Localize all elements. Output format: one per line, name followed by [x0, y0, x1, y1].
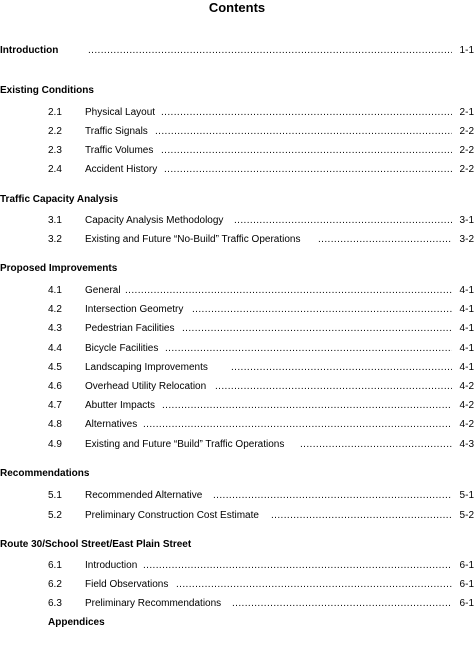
- toc-entry-label: Traffic Volumes: [85, 145, 154, 156]
- toc-entry-label: General: [85, 285, 121, 296]
- toc-entry-number: 6.3: [48, 598, 62, 609]
- toc-entry-number: 4.3: [48, 323, 62, 334]
- toc-leader-dots: [161, 144, 452, 158]
- toc-entry[interactable]: [0, 106, 474, 120]
- page-title: Contents: [208, 0, 266, 15]
- toc-entry-label: Overhead Utility Relocation: [85, 381, 207, 392]
- toc-entry-number: 4.4: [48, 343, 62, 354]
- toc-section-heading: [0, 262, 474, 276]
- toc-leader-dots: [176, 578, 452, 592]
- toc-entry-label: Bicycle Facilities: [85, 343, 159, 354]
- toc-entry[interactable]: [0, 578, 474, 592]
- toc-entry[interactable]: [0, 559, 474, 573]
- toc-page-number: 4-1: [459, 362, 474, 373]
- appendices-label: Appendices: [48, 617, 105, 628]
- toc-leader-dots: [231, 361, 452, 375]
- toc-section-heading: [0, 84, 474, 98]
- toc-section-heading: [0, 538, 474, 552]
- toc-entry-number: 4.8: [48, 419, 62, 430]
- toc-leader-dots: [271, 509, 452, 523]
- toc-leader-dots: [234, 214, 452, 228]
- section-heading-text: Proposed Improvements: [0, 263, 118, 274]
- section-heading-text: Existing Conditions: [0, 85, 94, 96]
- toc-entry[interactable]: [0, 284, 474, 298]
- toc-leader-dots: [155, 125, 452, 139]
- toc-leader-dots: [182, 322, 452, 336]
- toc-entry-number: 6.2: [48, 579, 62, 590]
- toc-entry[interactable]: [0, 489, 474, 503]
- toc-page-number: 5-2: [459, 510, 474, 521]
- toc-entry-number: 5.1: [48, 490, 62, 501]
- toc-entry-number: 2.4: [48, 164, 62, 175]
- toc-leader-dots: [192, 303, 452, 317]
- toc-entry-number: 3.2: [48, 234, 62, 245]
- toc-entry-number: 4.2: [48, 304, 62, 315]
- toc-entry[interactable]: [0, 303, 474, 317]
- toc-leader-dots: [143, 418, 452, 432]
- toc-page-number: 6-1: [459, 579, 474, 590]
- toc-entry-number: 4.6: [48, 381, 62, 392]
- section-heading-text: Traffic Capacity Analysis: [0, 194, 119, 205]
- toc-page-number: 2-2: [459, 126, 474, 137]
- toc-leader-dots: [300, 438, 452, 452]
- toc-entry-label: Physical Layout: [85, 107, 156, 118]
- toc-entry[interactable]: [0, 214, 474, 228]
- toc-entry-number: 3.1: [48, 215, 62, 226]
- toc-entry-label: Recommended Alternative: [85, 490, 203, 501]
- toc-entry[interactable]: [0, 380, 474, 394]
- toc-page-number: 4-3: [459, 439, 474, 450]
- toc-leader-dots: [162, 399, 452, 413]
- toc-page-number: 4-1: [459, 285, 474, 296]
- toc-entry-label: Landscaping Improvements: [85, 362, 208, 373]
- toc-entry-number: 2.2: [48, 126, 62, 137]
- toc-entry-label: Abutter Impacts: [85, 400, 156, 411]
- toc-entry-number: 6.1: [48, 560, 62, 571]
- toc-entry-label: Introduction: [0, 45, 59, 56]
- toc-entry-number: 2.1: [48, 107, 62, 118]
- toc-entry-appendices[interactable]: [0, 616, 474, 630]
- toc-entry[interactable]: [0, 342, 474, 356]
- toc-entry-label: Alternatives: [85, 419, 138, 430]
- toc-page-number: 6-1: [459, 560, 474, 571]
- toc-leader-dots: [143, 559, 452, 573]
- toc-entry[interactable]: [0, 597, 474, 611]
- toc-entry-number: 4.5: [48, 362, 62, 373]
- toc-leader-dots: [88, 44, 452, 58]
- toc-page-number: 1-1: [459, 45, 474, 56]
- toc-leader-dots: [125, 284, 452, 298]
- toc-leader-dots: [318, 233, 452, 247]
- toc-entry-label: Preliminary Recommendations: [85, 598, 222, 609]
- toc-entry-label: Existing and Future “No-Build” Traffic Operations: [85, 234, 301, 245]
- toc-entry-number: 4.9: [48, 439, 62, 450]
- toc-page-number: 4-2: [459, 400, 474, 411]
- toc-entry-number: 4.1: [48, 285, 62, 296]
- toc-entry-label: Traffic Signals: [85, 126, 148, 137]
- toc-entry-label: Intersection Geometry: [85, 304, 184, 315]
- toc-entry-number: 5.2: [48, 510, 62, 521]
- toc-page-number: 3-1: [459, 215, 474, 226]
- toc-leader-dots: [164, 163, 452, 177]
- toc-entry-label: Existing and Future “Build” Traffic Operations: [85, 439, 285, 450]
- toc-page-number: 2-2: [459, 145, 474, 156]
- section-heading-text: Recommendations: [0, 468, 90, 479]
- toc-page-number: 4-1: [459, 323, 474, 334]
- toc-page-number: 4-2: [459, 381, 474, 392]
- section-heading-text: Route 30/School Street/East Plain Street: [0, 539, 192, 550]
- toc-leader-dots: [161, 106, 452, 120]
- toc-entry[interactable]: [0, 322, 474, 336]
- toc-entry-label: Pedestrian Facilities: [85, 323, 175, 334]
- toc-page-number: 4-1: [459, 343, 474, 354]
- toc-entry-label: Accident History: [85, 164, 158, 175]
- toc-entry-label: Introduction: [85, 560, 138, 571]
- toc-leader-dots: [215, 380, 452, 394]
- toc-page-number: 5-1: [459, 490, 474, 501]
- toc-page-number: 4-2: [459, 419, 474, 430]
- toc-entry[interactable]: [0, 233, 474, 247]
- toc-page-number: 3-2: [459, 234, 474, 245]
- toc-page-number: 4-1: [459, 304, 474, 315]
- toc-leader-dots: [232, 597, 452, 611]
- toc-page-number: 2-2: [459, 164, 474, 175]
- toc-section-heading: [0, 193, 474, 207]
- toc-entry-label: Capacity Analysis Methodology: [85, 215, 224, 226]
- toc-entry[interactable]: [0, 399, 474, 413]
- toc-entry-label: Preliminary Construction Cost Estimate: [85, 510, 259, 521]
- toc-entry[interactable]: [0, 438, 474, 452]
- toc-leader-dots: [213, 489, 452, 503]
- toc-entry[interactable]: [0, 163, 474, 177]
- toc-entry[interactable]: [0, 418, 474, 432]
- toc-entry-number: 4.7: [48, 400, 62, 411]
- toc-entry[interactable]: [0, 509, 474, 523]
- toc-entry[interactable]: [0, 144, 474, 158]
- toc-entry-number: 2.3: [48, 145, 62, 156]
- toc-page-number: 2-1: [459, 107, 474, 118]
- toc-entry[interactable]: [0, 125, 474, 139]
- toc-entry-label: Field Observations: [85, 579, 169, 590]
- toc-section-heading: [0, 467, 474, 481]
- toc-entry-introduction[interactable]: [0, 44, 474, 58]
- toc-page-number: 6-1: [459, 598, 474, 609]
- toc-entry[interactable]: [0, 361, 474, 375]
- toc-leader-dots: [165, 342, 452, 356]
